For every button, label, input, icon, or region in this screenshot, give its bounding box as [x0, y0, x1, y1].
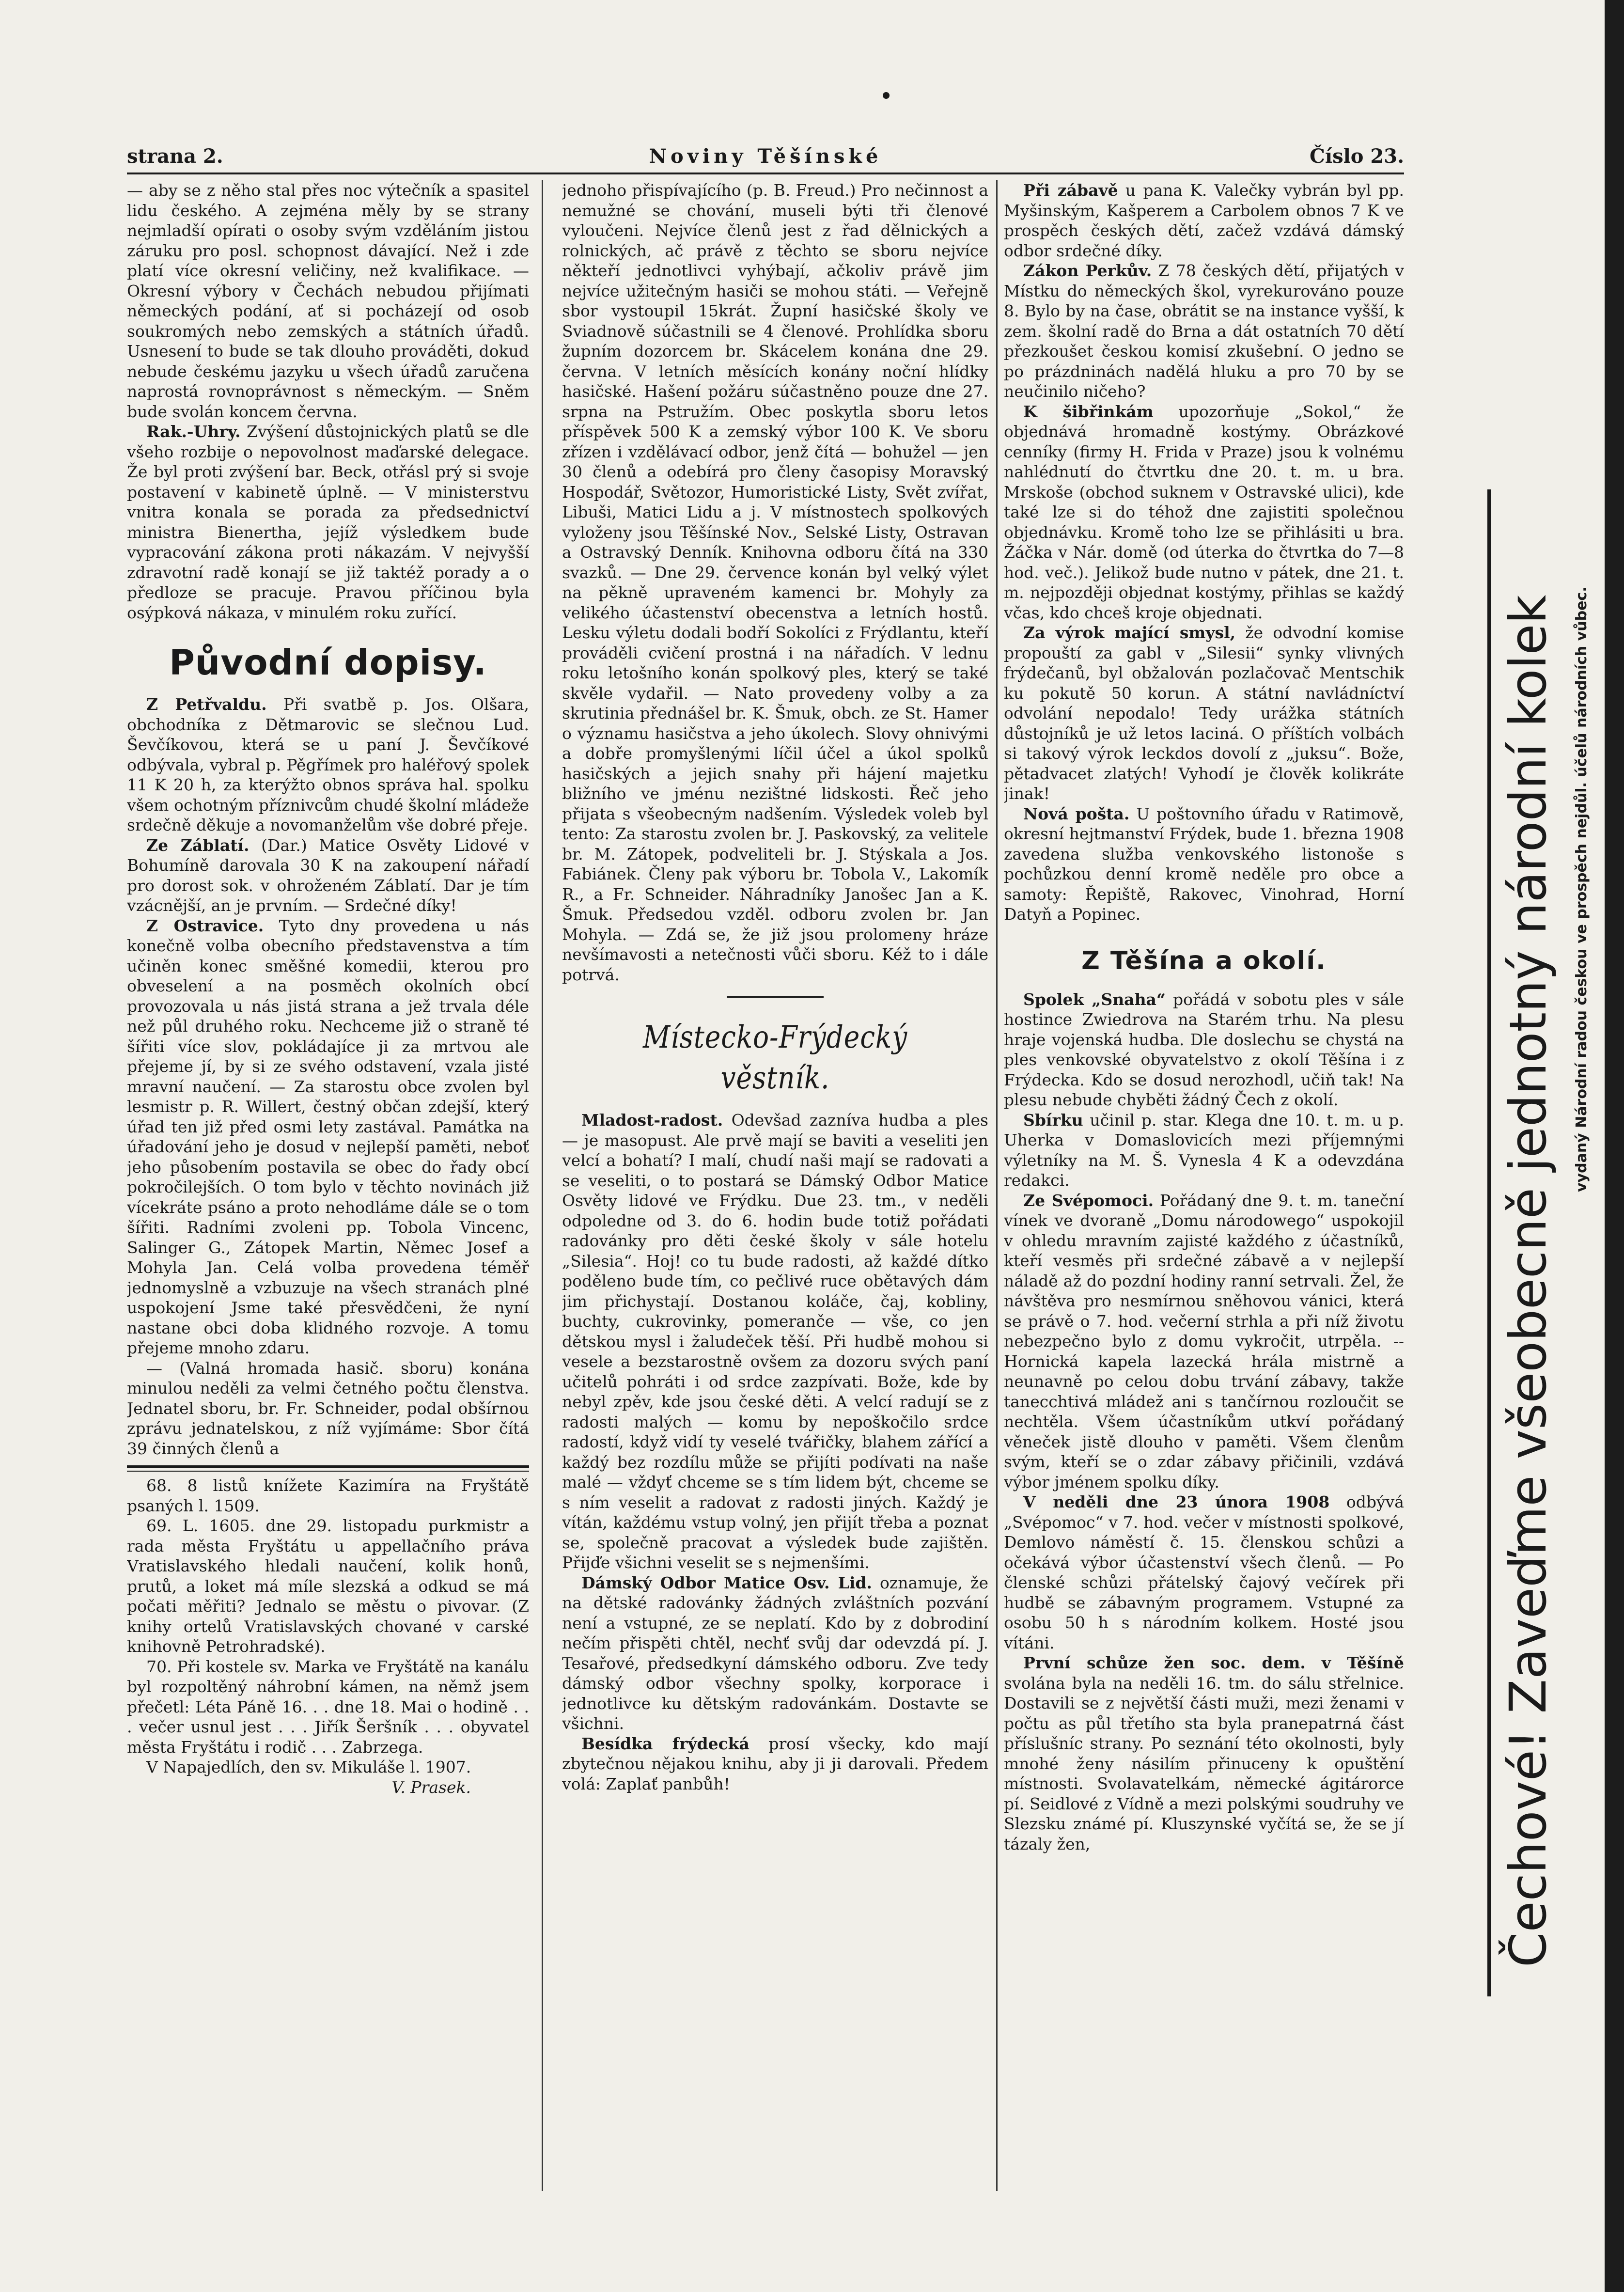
paragraph-lead: Spolek „Snaha“	[1023, 989, 1166, 1009]
paragraph-lead: Zákon Perkův.	[1023, 261, 1152, 280]
article-paragraph: — (Valná hromada hasič. sboru) konána minulou neděli za velmi četného počtu členstva. Jednatel sboru, br. Fr. Schneider, podal obšírnou zprávu jednatelskou, z níž vyjímáme: Sbor čítá 39 činných členů a	[127, 1358, 529, 1458]
side-banner-note: vydaný Národní radou českou ve prospěch nejdůl. účelů národních vůbec.	[1573, 586, 1590, 1192]
page-number: strana 2.	[127, 145, 223, 168]
section-title-z-tesina-a-okoli: Z Těšína a okolí.	[1081, 946, 1327, 975]
paragraph-lead: Za výrok mající smysl,	[1023, 623, 1236, 642]
paragraph-lead: Sbírku	[1023, 1110, 1083, 1130]
article-paragraph: jednoho přispívajícího (p. B. Freud.) Pro nečinnost a nemužné se chování, museli býti tři členové vyloučeni. Nejvíce členů jest z řad dělnických a rolnických, ač právě z těchto se sboru nejvíce někteří jednotlivci vyhýbají, ačkoliv právě jim nejvíce užitečným hasiči se mohou státi. — Veřejně sbor vystoupil 15krát. Župní hasičské školy ve Sviadnově súčastnili se 4 členové. Prohlídka sboru župním dozorcem br. Skácelem konána dne 29. června. V letních měsících konány noční hlídky hasičské. Hašení požáru súčastněno pouze dne 27. srpna na Pstružím. Obec poskytla sboru letos příspěvek 500 K a zemský výbor 100 K. Ve sboru zřízen i vzdělávací odbor, jenž čítá — bohužel — jen 30 členů a odebírá pro členy časopisy Moravský Hospodář, Světozor, Humoristické Listy, Svět zvířat, Libuši, Matici Lidu a j. V místnostech spolkových vyloženy jsou Těšínské Nov., Selské Listy, Ostravan a Ostravský Denník. Knihovna odboru čítá na 330 svazků. — Dne 29. července konán byl velký výlet na pěkně upraveném kamenci br. Mohyly za velikého účastenství obecenstva a letních hostů. Lesku výletu dodali bodří Sokolíci z Frýdlantu, kteří prováděli cvičení prostná i na nářadích. V lednu roku letošního konán spolkový ples, který se také skvěle vydařil. — Nato provedeny volby a za skrutinia přednášel br. K. Šmuk, obch. ze St. Hamer o významu hasičstva a jeho úkolech. Slovy ohnivými a dobře promyšlenými líčil účel a úkol spolků hasičských a jejich snahy při hájení majetku bližního ve jménu nezištné lidskosti. Řeč jeho přijata s všeobecným nadšením. Výsledek voleb byl tento: Za starostu zvolen br. J. Paskovský, za velitele br. M. Zátopek, podveliteli br. J. Stýskala a Jos. Fabiánek. Členy pak výboru br. Tobola V., Lakomík R., a Fr. Schneider. Náhradníky Janošec Jan a K. Šmuk. Předsedou vzděl. odboru zvolen br. Jan Mohyla. — Zdá se, že již jsou prolomeny hráze nevšímavosti a netečnosti vůči sboru. Kéž to i dále potrvá.	[562, 181, 988, 984]
article-paragraph	[127, 694, 529, 835]
article-paragraph: — aby se z něho stal přes noc výtečník a spasitel lidu českého. A zejména měly by se strany nejmladší opírati o osoby svým vzděláním jistou záruku pro posl. schopnost dávající. Než i zde platí více okresní veličiny, než kvalifikace. — Okresní výbory v Čechách nebudou přijímati německých podání, ať si pocházejí od osob soukromých nebo zemských a státních úřadů. Usnesení to bude se tak dlouho prováděti, dokud nebude českému jazyku u všech úřadů zaručena naprostá rovnoprávnost s německým. — Sněm bude svolán koncem června.	[127, 181, 529, 421]
place-date: V Napajedlích, den sv. Mikuláše l. 1907.	[146, 1758, 471, 1776]
signature: V. Prasek.	[391, 1777, 471, 1797]
paragraph-text: Pořádaný dne 9. t. m. taneční vínek ve dvoraně „Domu národowego“ uspokojil v ohledu mravním zajisté každého z účastníků, kteří vesměs při srdečné zábavě a v nejlepší náladě až do pozdní hodiny ranní setrvali. Žel, že návštěva pro nesmírnou sněhovou vánici, která se právě o 7. hod. večerní strhla a při níž životu nebezpečno bylo z domu vykročit, utrpěla. -- Hornická kapela lazecká hrála mistrně a neunavně po celou dobu trvání zábavy, takže tanecchtivá mládež ani s tančírnou rozloučit se nechtěla. Všem účastníkům utkví pořádaný věneček jistě dlouho v paměti. Všem členům svým, kteří se o zdar zábavy přičinili, vzdává výbor jménem spolku díky.	[1004, 1191, 1404, 1491]
paragraph-lead: Mladost-radost.	[581, 1111, 723, 1130]
article-paragraph	[1004, 1191, 1404, 1492]
column-divider	[996, 180, 998, 2191]
article-paragraph	[1004, 989, 1404, 1110]
scan-edge	[1605, 0, 1624, 2292]
article-paragraph	[1004, 623, 1404, 804]
paragraph-text: pořádá v sobotu ples v sále hostince Zwiedrova na Starém trhu. Na plesu hraje vojenská hudba. Dle doslechu se chystá na ples venkovské obyvatelstvo z okolí Těšína i z Frýdecka. Kdo se dosud nerozhodl, učiň tak! Na plesu nebude chyběti žádný Čech z okolí.	[1004, 989, 1404, 1109]
header-rule	[127, 173, 1404, 174]
article-paragraph	[1004, 804, 1404, 925]
paragraph-text: Odevšad zazníva hudba a ples — je masopust. Ale prvě mají se baviti a veseliti jen velcí a bohatí? I malí, chudí naši mají se radovati a se veseliti, o to postará se Dámský Odbor Matice Osvěty lidové ve Frýdku. Due 23. tm., v neděli odpoledne od 3. do 6. hodin bude totiž pořádati radovánky pro děti české školy v sále hotelu „Silesia“. Hoj! co tu bude radosti, až každé dítko poděleno bude tím, co pečlivé ruce obětavých dám jim přichystají. Dostanou koláče, čaj, kobliny, buchty, cukrovinky, pomeranče — vše, co jen dětskou mysl i žaludeček těší. Při hudbě mohou si vesele a bezstarostně ovšem za dozoru svých paní učitelů pohráti i od srdce zazpívati. Bože, kde by nebyl zpěv, kde jsou české děti. A velcí radují se z radosti malých — komu by nepoškočilo srdce radostí, když vidí ty veselé tvářičky, blahem zářící a každý bez rozdílu může se přijíti podívati na naše malé — vždyť chceme se s tím lidem být, chceme se s ním veselit a radovat z radosti jiných. Každý je vítán, každému vstup volný, jen přijít třeba a poznat se, společně pracovat a výsledek bude zajištěn. Přijďe všichni veselit se s nejmenšími.	[562, 1111, 988, 1572]
article-paragraph	[127, 835, 529, 916]
paragraph-text: Z 78 českých dětí, přijatých v Místku do německých škol, vyrekurováno pouze 8. Bylo by na čase, obrátit se na instance vyšší, k zem. školní radě do Brna a dát ostatních 70 dětí přezkoušet českou komisí zkušební. O jedno se po prázdninách nadělá hluku a pro 70 by se neučinilo ničeho?	[1004, 261, 1404, 401]
paragraph-lead: Rak.-Uhry.	[146, 422, 241, 441]
paragraph-lead: První schůze žen soc. dem. v Těšíně	[1023, 1653, 1404, 1672]
feuilleton-rule	[127, 1465, 529, 1468]
article-paragraph	[1004, 402, 1404, 623]
article-paragraph	[1004, 180, 1404, 261]
paragraph-lead: K šibřinkám	[1023, 402, 1154, 421]
article-paragraph	[1004, 1653, 1404, 1854]
article-paragraph	[562, 1734, 988, 1794]
paragraph-text: odbývá „Svépomoc“ v 7. hod. večer v místnosti spolkové, Demlovo náměstí č. 15. členskou schůzi a očekává výbor účastenství všech členů. — Po členské schůzi přátelský čajový večírek při hudbě se zábavným programem. Vstupné za osobu 50 h s národním kolkem. Hosté jsou vítáni.	[1004, 1492, 1404, 1652]
feuilleton-rule-thin	[127, 1471, 529, 1472]
paragraph-lead: Z Ostravice.	[146, 916, 264, 935]
column-divider	[542, 180, 543, 2191]
history-note: 70. Při kostele sv. Marka ve Fryštátě na kanálu byl rozpoltěný náhrobní kámen, na němž jsem přečetl: Léta Páně 16. . . dne 18. Mai o hodině . . . večer usnul jest . . . Jiřík Šeršník . . . obyvatel města Fryštátu i rodič . . . Zabrzega.	[127, 1657, 529, 1757]
paragraph-text: Tyto dny provedena u nás konečně volba obecního představenstva a tím učiněn konec směšné komedii, kterou pro obveselení a na posměch okolních obcí provozovala u nás jistá strana a jež trvala déle než půl druhého roku. Nechceme již o straně té šířiti více slov, pokládajíce ji za mrtvou ale přejeme jí, by si ze svého odstavení, vzala jisté mravní naučení. — Za starostu obce zvolen byl lesmistr p. R. Willert, čestný občan zdejší, který úřad ten již před osmi lety zastával. Památka na úřadování jeho je dosud v nejlepší paměti, neboť jeho působením postavila se obec do řady obcí pokročilejších. O tom bylo v těchto novinách již vícekráte psáno a proto nehodláme dále se o tom šířiti. Radními zvoleni pp. Tobola Vincenc, Salinger G., Zátopek Martin, Němec Josef a Mohyla Jan. Celá volba provedena téměř jednomyslně a vzbuzuje na všech stranách plné uspokojení Jsme také přesvědčeni, že nyní nastane obci doba klidného rozvoje. A tomu přejeme mnoho zdaru.	[127, 916, 529, 1357]
column-middle	[562, 180, 988, 2201]
article-paragraph	[1004, 1110, 1404, 1191]
history-note: 68. 8 listů knížete Kazimíra na Fryštátě psaných l. 1509.	[127, 1476, 529, 1515]
paragraph-lead: Besídka frýdecká	[581, 1734, 750, 1753]
masthead: Noviny Těšínské	[649, 145, 882, 168]
paragraph-text: učinil p. star. Klega dne 10. t. m. u p. Uherka v Domaslovicích mezi příjemnými výletníky na M. Š. Vynesla 4 K a odevzdána redakci.	[1004, 1110, 1404, 1190]
section-title-mistecko-frydecky-vestnik: Místecko-Frýdecký věstník.	[642, 1020, 908, 1096]
paragraph-lead: Dámský Odbor Matice Osv. Lid.	[581, 1573, 872, 1592]
issue-number: Číslo 23.	[1310, 145, 1404, 168]
article-paragraph	[1004, 1492, 1404, 1653]
paragraph-text: upozorňuje „Sokol,“ že objednává hromadně kostýmy. Obrázkové cenníky (firmy H. Frida v Praze) jsou k volnému nahlédnutí do čtvrtku dne 20. t. m. u bra. Mrskoše (obchod suknem v Ostravské ulici), kde také lze si do téhož dne zajistiti společnou objednávku. Kromě toho lze se přihlásiti u bra. Žáčka v Nár. domě (od úterka do čtvrtka do 7—8 hod. več.). Jelikož bude nutno v pátek, dne 21. t. m. nejpozději objednat kostýmy, přihlas se každý včas, kdo chceš kroje objednati.	[1004, 402, 1404, 622]
paragraph-lead: Při zábavě	[1023, 181, 1118, 200]
paragraph-text: (Dar.) Matice Osvěty Lidové v Bohumíně darovala 30 K na zakoupení nářadí pro dorost sok. v ohroženém Záblatí. Dar je tím vzácnější, an je prvním. — Srdečné díky!	[127, 835, 529, 915]
paragraph-lead: Ze Záblatí.	[146, 835, 250, 855]
article-paragraph	[562, 1110, 988, 1573]
side-banner	[1487, 489, 1604, 1996]
paragraph-lead: V neděli dne 23 února 1908	[1023, 1492, 1330, 1511]
paragraph-text: svolána byla na neděli 16. tm. do sálu střelnice. Dostavili se z největší části muži, mezi ženami v počtu as půl třetího sta byla pranepatrná část příslušníc strany. Po seznání této okolnosti, byly mnohé ženy násilím přinuceny k opuštění místnosti. Svolavatelkám, německé ágitárorce pí. Seidlové z Vídně a mezi polskými soudruhy ve Slezsku známé pí. Kluszynské vyčítá se, že se jí tázaly žen,	[1004, 1673, 1404, 1853]
page-header	[127, 143, 1404, 170]
paragraph-lead: Ze Svépomoci.	[1023, 1191, 1154, 1210]
paragraph-text: oznamuje, že na dětské radovánky žádných zvláštních pozvání není a vstupné, ze se neplatí. Kdo by z dobrodiní nečím přispěti chtěl, nechť svůj dar odevzdá pí. J. Tesařové, předsedkyní dámského odboru. Zve tedy dámský odbor všechny spolky, korporace i jednotlivce ku dětským radovánkám. Dostavte se všichni.	[562, 1573, 988, 1733]
article-paragraph	[1004, 261, 1404, 402]
paragraph-text: U poštovního úřadu v Ratimově, okresní hejtmanství Frýdek, bude 1. března 1908 zavedena služba venkovského listonoše s pochůzkou denní kromě neděle pro obce a samoty: Řepiště, Rakovec, Vinohrad, Horní Datyň a Popinec.	[1004, 804, 1404, 924]
article-paragraph	[562, 1573, 988, 1734]
short-rule	[727, 996, 824, 998]
paragraph-text: u pana K. Valečky vybrán byl pp. Myšinským, Kašperem a Carbolem obnos 7 K ve prospěch českých dětí, začež vzdává dámský odbor srdečné díky.	[1004, 181, 1404, 260]
paragraph-text: prosí všecky, kdo mají zbytečnou nějakou knihu, aby ji ji darovali. Předem volá: Zaplať panbůh!	[562, 1734, 988, 1793]
paragraph-text: že odvodní komise propouští za gabl v „Silesii“ synky vlivných frýdečanů, byl obžalován pozlačovač Mentschik ku pokutě 50 korun. A státní navládníctví odvolání nepodalo! Tedy urážka státních důstojníků je už letos laciná. O příštích volbách si takový výrok leckdos dovolí z „juksu“. Bože, pětadvacet zlatých! Vyhodí je člověk kolikráte jinak!	[1004, 623, 1404, 803]
paragraph-lead: Z Petřvaldu.	[146, 695, 267, 714]
paragraph-text: Zvýšení důstojnických platů se dle všeho rozbije o nepovolnost maďarské delegace. Že byl proti zvýšení bar. Beck, otřásl prý si svoje postavení v kabinetě úplně. — V ministerstvu vnitra konala se porada za předsednictví ministra Bienertha, jejíž výsledkem bude vypracování zákona proti nákazám. V nejvyšší zdravotní radě konají se již taktéž porady a o předloze se pracuje. Pravou příčinou byla osýpková nákaza, v minulém roku zuřící.	[127, 422, 529, 622]
paragraph-text: Při svatbě p. Jos. Olšara, obchodníka z Dětmarovic se slečnou Lud. Ševčíkovou, která se u paní J. Ševčíkové odbývala, vybral p. Pěgřímek pro haléřový spolek 11 K 20 h, za kterýžto obnos správa hal. spolku všem ochotným příznivcům chudé školní mládeže srdečně děkuje a novomanželům vše dobré přeje.	[127, 695, 529, 834]
history-note: 69. L. 1605. dne 29. listopadu purkmistr a rada města Fryštátu u appellačního práva Vratislavského hledali naučení, kolik honů, prutů, a loket má míle slezská a odkud se má počati měřiti? Jednalo se městu o pivovar. (Z knihy ortelů Vratislavských chované v carské knihovně Petrohradské).	[127, 1516, 529, 1656]
article-paragraph	[127, 916, 529, 1358]
ink-dot	[883, 92, 890, 99]
column-right	[1004, 180, 1404, 2201]
article-paragraph	[127, 422, 529, 623]
section-title-puvodni-dopisy: Původní dopisy.	[169, 642, 487, 683]
column-left	[127, 180, 529, 2201]
side-banner-slogan: Čechové! Zaveďme všeobecně jednotný národní kolek	[1499, 595, 1558, 1967]
paragraph-lead: Nová pošta.	[1023, 804, 1130, 823]
